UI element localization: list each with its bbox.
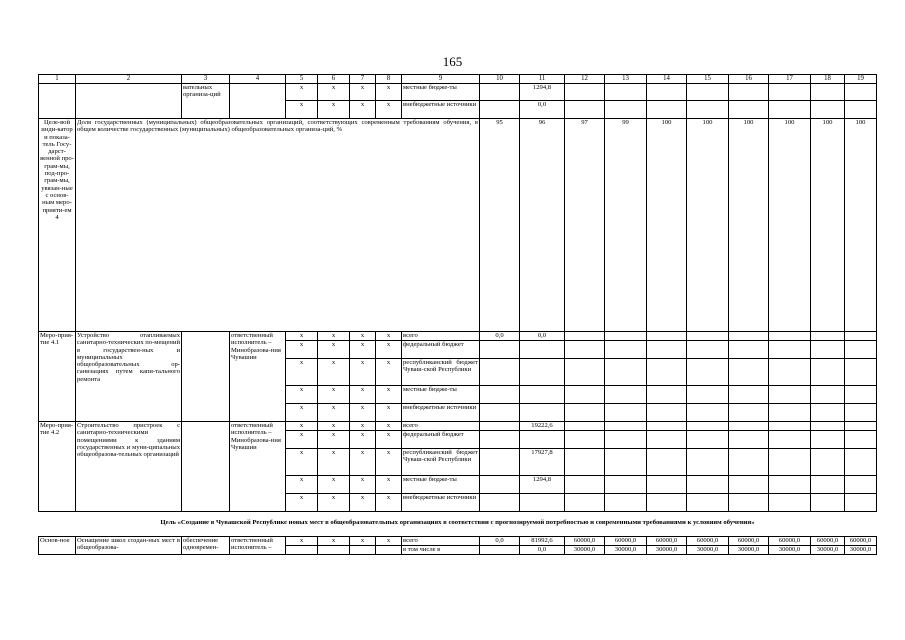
value-cell: 60000,0: [845, 537, 877, 546]
x-cell: x: [350, 101, 376, 119]
x-cell: x: [376, 476, 402, 494]
funding-source: федеральный бюджет: [402, 431, 480, 449]
value-cell: 17927,8: [520, 449, 565, 476]
measure-description: Оснащение школ создан-ных мест в общеобразова-: [76, 537, 182, 555]
table-row: [39, 422, 877, 431]
x-cell: x: [286, 431, 318, 449]
x-cell: x: [350, 332, 376, 341]
value-cell: 60000,0: [811, 537, 845, 546]
value-cell: 1294,8: [520, 84, 565, 101]
x-cell: x: [318, 101, 350, 119]
x-cell: x: [350, 494, 376, 512]
row-label: Меро-прия-тие 4.1: [39, 332, 76, 422]
funding-source: внебюджетные источники: [402, 101, 480, 119]
funding-source: всего: [402, 422, 480, 431]
x-cell: x: [350, 537, 376, 546]
program-table: [38, 74, 877, 555]
executor-cell: ответственный исполнитель –: [230, 537, 286, 555]
funding-source: в том числе в: [402, 546, 480, 555]
x-cell: x: [318, 494, 350, 512]
funding-source: местные бюдже-ты: [402, 476, 480, 494]
x-cell: x: [376, 341, 402, 359]
x-cell: x: [376, 386, 402, 404]
funding-source: федеральный бюджет: [402, 341, 480, 359]
header-row: [39, 75, 877, 84]
page-number: 165: [442, 54, 463, 69]
funding-source: местные бюдже-ты: [402, 386, 480, 404]
value-cell: 60000,0: [647, 537, 687, 546]
indicator-value: 100: [687, 119, 729, 332]
value-cell: 19222,6: [520, 422, 565, 431]
x-cell: x: [318, 332, 350, 341]
target-indicator-row: [39, 119, 877, 332]
funding-source: республиканский бюджет Чуваш-ской Республики: [402, 359, 480, 386]
x-cell: x: [286, 494, 318, 512]
x-cell: x: [318, 431, 350, 449]
goal-heading: Цель «Создание в Чувашской Республике новых мест в общеобразовательных организациях в соответствии с прогнозируемой потребностью и современными требованиями к условиям обучения»: [39, 512, 877, 537]
x-cell: x: [376, 449, 402, 476]
x-cell: x: [318, 359, 350, 386]
x-cell: x: [318, 84, 350, 101]
x-cell: x: [318, 404, 350, 422]
measure-description: Устройство отапливаемых санитарно-технических по-мещений в государствен-ных и муниципальных общеобразовательных ор-ганизациях путем капи-тального ремонта: [76, 332, 182, 422]
indicator-value: 100: [811, 119, 845, 332]
col-header: 5: [286, 75, 318, 84]
col-header: 11: [520, 75, 565, 84]
x-cell: x: [376, 422, 402, 431]
value-cell: 60000,0: [769, 537, 811, 546]
x-cell: x: [376, 359, 402, 386]
x-cell: x: [350, 341, 376, 359]
row-label: Целе-вой инди-катор и показа-тель Госу-дарст-венной про-грам-мы, под-про-грам-мы, увязан-ные с основ-ным меро-прияти-ем 4: [39, 119, 76, 332]
x-cell: x: [350, 84, 376, 101]
funding-source: внебюджетные источники: [402, 494, 480, 512]
value-cell: 30000,0: [565, 546, 605, 555]
goal-row: [39, 512, 877, 537]
x-cell: x: [350, 359, 376, 386]
col-header: 6: [318, 75, 350, 84]
value-cell: 60000,0: [605, 537, 647, 546]
x-cell: x: [318, 449, 350, 476]
funding-source: всего: [402, 332, 480, 341]
indicator-value: 100: [647, 119, 687, 332]
measure-description: Строительство пристроек с санитарно-техническими помещениями к зданиям государственных и муни-ципальных общеобразова-тельных организаций: [76, 422, 182, 512]
funding-source: всего: [402, 537, 480, 546]
x-cell: x: [286, 404, 318, 422]
col-header: 14: [647, 75, 687, 84]
x-cell: x: [350, 476, 376, 494]
value-cell: 30000,0: [729, 546, 769, 555]
value-cell: 30000,0: [769, 546, 811, 555]
table-row: [39, 332, 877, 341]
value-cell: 0,0: [520, 101, 565, 119]
col-header: 8: [376, 75, 402, 84]
x-cell: x: [286, 359, 318, 386]
x-cell: x: [350, 404, 376, 422]
col-header: 17: [769, 75, 811, 84]
value-cell: 0,0: [480, 537, 520, 546]
value-cell: 0,0: [520, 546, 565, 555]
value-cell: 30000,0: [811, 546, 845, 555]
value-cell: 60000,0: [687, 537, 729, 546]
indicator-text: Доля государственных (муниципальных) общеобразовательных организаций, соответствующих современным требованиям обучения, в общем количестве государственных (муниципальных) общеобразовательных организа-ций, %: [76, 119, 480, 332]
value-cell: 30000,0: [845, 546, 877, 555]
indicator-value: 97: [565, 119, 605, 332]
x-cell: x: [350, 449, 376, 476]
x-cell: x: [376, 84, 402, 101]
value-cell: [480, 546, 520, 555]
funding-source: местные бюдже-ты: [402, 84, 480, 101]
x-cell: x: [286, 449, 318, 476]
x-cell: x: [318, 386, 350, 404]
row-label: Меро-прия-тие 4.2: [39, 422, 76, 512]
indicator-value: 100: [729, 119, 769, 332]
value-cell: 0,0: [480, 332, 520, 341]
indicator-value: 96: [520, 119, 565, 332]
col-header: 1: [39, 75, 76, 84]
executor-cell: ответственный исполнитель – Минобразова-ния Чувашии: [230, 332, 286, 422]
table-row: [39, 537, 877, 546]
value-cell: 60000,0: [729, 537, 769, 546]
indicator-value: 100: [845, 119, 877, 332]
value-cell: 60000,0: [565, 537, 605, 546]
x-cell: x: [318, 341, 350, 359]
x-cell: x: [376, 332, 402, 341]
row-label: Основ-ное: [39, 537, 76, 555]
value-cell: 1294,8: [520, 476, 565, 494]
value-cell: 30000,0: [647, 546, 687, 555]
value-cell: 81992,6: [520, 537, 565, 546]
x-cell: x: [286, 537, 318, 546]
value-cell: 30000,0: [605, 546, 647, 555]
org-cell: обеспечение одновремен-: [182, 537, 230, 555]
org-cell: вательных организа-ций: [182, 84, 230, 119]
col-header: 9: [402, 75, 480, 84]
x-cell: x: [350, 422, 376, 431]
col-header: 2: [76, 75, 182, 84]
x-cell: x: [376, 431, 402, 449]
col-header: 7: [350, 75, 376, 84]
funding-source: республиканский бюджет Чуваш-ской Республики: [402, 449, 480, 476]
indicator-value: 100: [769, 119, 811, 332]
x-cell: x: [286, 332, 318, 341]
col-header: 4: [230, 75, 286, 84]
table-row: [39, 84, 877, 101]
x-cell: x: [350, 431, 376, 449]
x-cell: x: [286, 386, 318, 404]
funding-source: внебюджетные источники: [402, 404, 480, 422]
indicator-value: 99: [605, 119, 647, 332]
col-header: 18: [811, 75, 845, 84]
x-cell: x: [286, 84, 318, 101]
value-cell: 0,0: [520, 332, 565, 341]
col-header: 12: [565, 75, 605, 84]
x-cell: x: [286, 422, 318, 431]
col-header: 13: [605, 75, 647, 84]
x-cell: x: [376, 494, 402, 512]
col-header: 3: [182, 75, 230, 84]
col-header: 15: [687, 75, 729, 84]
x-cell: x: [286, 101, 318, 119]
x-cell: x: [286, 476, 318, 494]
indicator-value: 95: [480, 119, 520, 332]
x-cell: x: [318, 537, 350, 546]
x-cell: x: [350, 386, 376, 404]
col-header: 10: [480, 75, 520, 84]
value-cell: 30000,0: [687, 546, 729, 555]
executor-cell: ответственный исполнитель – Минобразова-ния Чувашии: [230, 422, 286, 512]
col-header: 19: [845, 75, 877, 84]
x-cell: x: [318, 476, 350, 494]
x-cell: x: [376, 537, 402, 546]
x-cell: x: [318, 422, 350, 431]
x-cell: x: [376, 101, 402, 119]
x-cell: x: [376, 404, 402, 422]
x-cell: x: [286, 341, 318, 359]
col-header: 16: [729, 75, 769, 84]
